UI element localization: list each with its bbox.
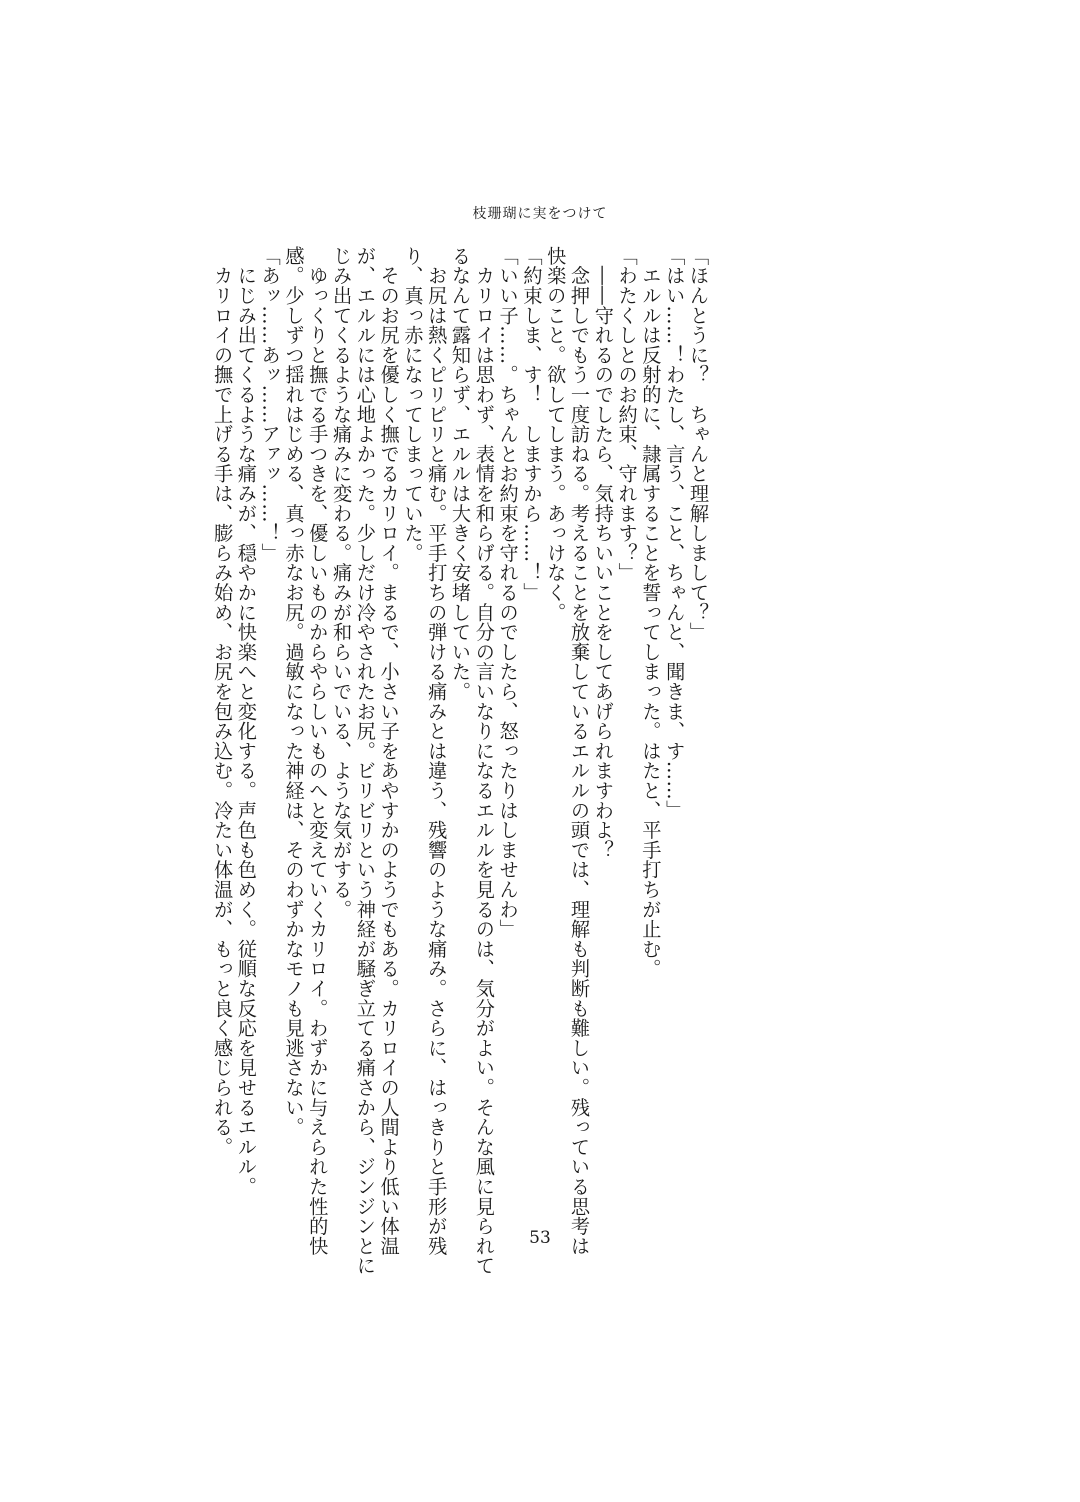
text-line: るなんて露知らず、エルルは大きく安堵していた。 (449, 246, 473, 702)
text-line: 「わたくしとのお約束、守れます？」 (615, 246, 639, 583)
text-line: カリロイは思わず、表情を和らげる。自分の言いなりになるエルルを見るのは、気分がよい。そんな風に見られて (472, 246, 496, 1276)
running-head-title: 枝珊瑚に実をつけて (472, 206, 608, 222)
text-line: そのお尻を優しく撫でるカリロイ。まるで、小さい子をあやすかのようでもある。カリロイの人間より低い体温 (377, 246, 401, 1256)
text-line: エルルは反射的に、隷属することを誓ってしまった。はたと、平手打ちが止む。 (639, 246, 663, 979)
text-line: 快楽のこと。欲してしまう。あっけなく。 (544, 246, 568, 623)
text-line: お尻は熱くピリピリと痛む。平手打ちの弾ける痛みとは違う、残響のような痛み。さらに、はっきりと手形が残 (425, 246, 449, 1256)
text-line: 「約束しま、す！ しますから……！」 (520, 246, 544, 603)
text-line: 「ほんとうに？ ちゃんと理解しまして？」 (687, 246, 710, 642)
text-line: ゆっくりと撫でる手つきを、優しいものからやらしいものへと変えていくカリロイ。わずかに与えられた性的快 (306, 246, 330, 1256)
text-line: 「あッ……あッ……アァッ……！」 (258, 246, 282, 563)
text-line: 「はい……！わたし、言う、こと、ちゃんと、聞きま、す……」 (663, 246, 687, 821)
text-line: が、エルルには心地よかった。少しだけ冷やされたお尻。ビリビリという神経が騒ぎ立てる痛さから、ジンジンとに (353, 246, 377, 1276)
page-number: 53 (529, 1228, 551, 1248)
text-line: 感。少しずつ揺れはじめる、真っ赤なお尻。過敏になった神経は、そのわずかなモノも見逃さない。 (282, 246, 306, 1137)
text-line: ――守れるのでしたら、気持ちいいことをしてあげられますわよ？ (591, 246, 615, 860)
text-line: 「いい子……。ちゃんとお約束を守れるのでしたら、怒ったりはしませんわ」 (496, 246, 520, 939)
text-line: 念押しでもう一度訪ねる。考えることを放棄しているエルルの頭では、理解も判断も難しい。残っている思考は (568, 246, 592, 1256)
text-line: にじみ出てくるような痛みが、穏やかに快楽へと変化する。声色も色めく。従順な反応を見せるエルル。 (234, 246, 258, 1197)
text-line: カリロイの撫で上げる手は、膨らみ始め、お尻を包み込む。冷たい体温が、もっと良く感じられる。 (211, 246, 235, 1157)
text-line: じみ出てくるような痛みに変わる。痛みが和らいでいる、ような気がする。 (330, 246, 354, 920)
text-line: り、真っ赤になってしまっていた。 (401, 246, 425, 563)
